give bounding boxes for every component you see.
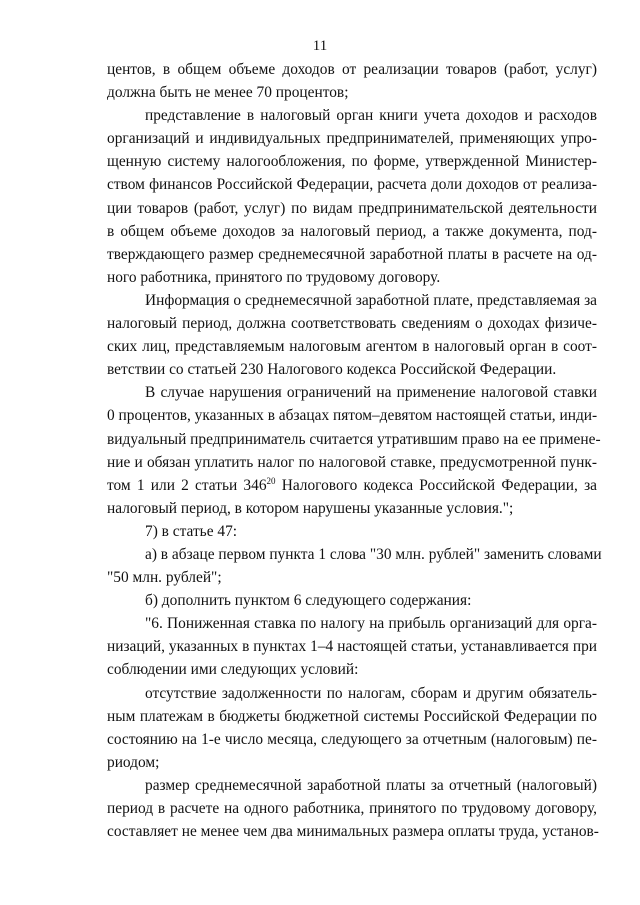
paragraph xyxy=(107,543,602,589)
text-line: соблюдении ими следующих условий: xyxy=(107,661,359,679)
paragraph xyxy=(107,289,597,381)
text-line: должна быть не менее 70 процентов; xyxy=(107,84,349,102)
paragraph xyxy=(107,104,597,289)
text-line: отсутствие задолженности по налогам, сборам и другим обязатель- xyxy=(145,684,597,702)
text-line: ции товаров (работ, услуг) по видам предпринимательской деятельности xyxy=(107,199,597,217)
text-line: ветствии со статьей 230 Налогового кодекса Российской Федерации. xyxy=(107,361,557,379)
text-line: период в расчете на одного работника, принятого по трудовому договору, xyxy=(107,800,597,817)
text-line: центов, в общем объеме доходов от реализации товаров (работ, услуг) xyxy=(107,61,597,78)
text-line: низаций, указанных в пунктах 1–4 настоящей статьи, устанавливается при xyxy=(107,638,597,656)
text-line: ством финансов Российской Федерации, расчета доли доходов от реализа- xyxy=(107,176,597,194)
paragraph xyxy=(107,381,601,520)
text-line: 0 процентов, указанных в абзацах пятом–девятом настоящей статьи, инди- xyxy=(107,407,598,425)
text-line: составляет не менее чем два минимальных размера оплаты труда, установ- xyxy=(107,823,599,841)
text-line: представление в налоговый орган книги учета доходов и расходов xyxy=(145,107,597,125)
text-line: ным платежам в бюджеты бюджетной системы Российской Федерации по xyxy=(107,707,597,725)
text-line: ние и обязан уплатить налог по налоговой ставке, предусмотренной пунк- xyxy=(107,453,597,471)
paragraph xyxy=(107,612,597,681)
text-line: "6. Пониженная ставка по налогу на прибыль организаций для орга- xyxy=(145,615,597,633)
text-line: а) в абзаце первом пункта 1 слова "30 млн. рублей" заменить словами xyxy=(145,545,602,563)
text-line: тверждающего размер среднемесячной заработной платы в расчете на од- xyxy=(107,245,597,263)
text-line: щенную систему налогообложения, по форме, утвержденной Министер- xyxy=(107,153,597,171)
text-line-with-superscript xyxy=(107,474,597,497)
superscript: 20 xyxy=(266,475,276,486)
paragraph xyxy=(107,774,597,843)
text-line: Информация о среднемесячной заработной плате, представляемая за xyxy=(145,291,597,309)
text-line: налоговый период, в котором нарушены указанные условия."; xyxy=(107,499,514,517)
page-number: 11 xyxy=(312,38,328,54)
text-line: организаций и индивидуальных предпринимателей, применяющих упро- xyxy=(107,130,597,148)
paragraph xyxy=(107,520,597,543)
paragraph xyxy=(107,589,597,612)
text-line: ного работника, принятого по трудовому договору. xyxy=(107,268,441,286)
text-line: в общем объеме доходов за налоговый период, а также документа, под- xyxy=(107,222,597,240)
text-line: видуальный предприниматель считается утратившим право на ее примене- xyxy=(107,430,601,448)
text-line: б) дополнить пунктом 6 следующего содержания: xyxy=(145,592,472,610)
text-line: ских лиц, представляемым налоговым агентом в налоговый орган в соот- xyxy=(107,338,597,356)
text-fragment: Налогового кодекса Российской Федерации, за xyxy=(275,476,597,494)
text-line: "50 млн. рублей"; xyxy=(107,569,222,587)
text-line: риодом; xyxy=(107,753,160,771)
paragraph xyxy=(107,682,597,774)
paragraph xyxy=(107,58,597,104)
text-line: В случае нарушения ограничений на применение налоговой ставки xyxy=(145,384,597,402)
text-line: размер среднемесячной заработной платы за отчетный (налоговый) xyxy=(145,776,597,794)
text-line: 7) в статье 47: xyxy=(145,522,238,540)
text-fragment: том 1 или 2 статьи 346 xyxy=(107,476,267,494)
text-line: налоговый период, должна соответствовать сведениям о доходах физиче- xyxy=(107,315,597,333)
text-line: состоянию на 1-е число месяца, следующего за отчетным (налоговым) пе- xyxy=(107,730,597,748)
document-body xyxy=(107,58,602,843)
